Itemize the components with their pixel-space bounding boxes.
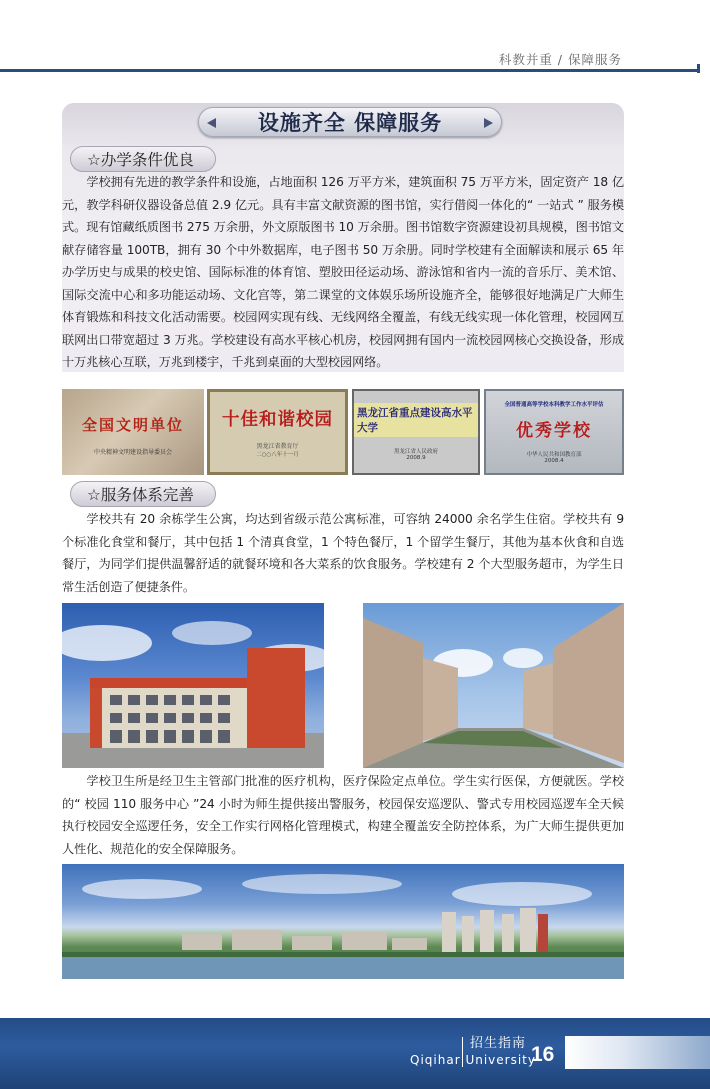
certificate-plaque <box>352 389 480 475</box>
services-paragraph: 学校共有 20 余栋学生公寓，均达到省级示范公寓标准，可容纳 24000 余名学生住宿。学校共有 9 个标准化食堂和餐厅，其中包括 1 个清真食堂，1 个特色餐厅，1 个留学生餐厅，其他为基本伙食和自选餐厅，为同学们提供温馨舒适的就餐环境和各大菜系的饮食服务。学校建有 2 个大型服务超市，为学生日常生活创造了便捷条件。 <box>62 512 624 594</box>
certificate-gallery <box>62 389 624 475</box>
certificate-date: 2008.9 <box>406 455 426 461</box>
footer-university-name: Qiqihar University <box>410 1053 536 1067</box>
certificate-plaque <box>207 389 348 475</box>
header-divider-tick <box>697 64 700 73</box>
section-heading-facilities: ☆办学条件优良 <box>70 146 216 172</box>
campus-panorama-photo <box>62 864 624 979</box>
footer-accent-panel <box>565 1036 710 1069</box>
certificate-issuer: 黑龙江省教育厅 <box>256 443 299 450</box>
header-divider <box>0 69 697 72</box>
certificate-title: 黑龙江省重点建设高水平大学 <box>354 403 478 437</box>
facilities-paragraph: 学校拥有先进的教学条件和设施，占地面积 126 万平方米，建筑面积 75 万平方米，固定资产 18 亿元，教学科研仪器设备总值 2.9 亿元。具有丰富文献资源的图书馆，实行借阅一体化的“ 一站式 ” 服务模式。现有馆藏纸质图书 275 万余册，外文原版图书 10 万余册。图书馆数字资源建设初具规模，图书馆文献存储容量 100TB，拥有 30 个中外数据库，电子图书 50 万余册。同时学校建有全面解读和展示 65 年办学历史与成果的校史馆、国际标准的体育馆、塑胶田径运动场、游泳馆和省内一流的音乐厅、美术馆、国际交流中心和多功能运动场、文化宫等，第二课堂的文体娱乐场所设施齐全，能够很好地满足广大师生体育锻炼和科技文化活动需要。校园网实现有线、无线网络全覆盖，有线无线实现一体化管理，校园网互联网出口带宽超过 3 万兆。学校建设有高水平核心机房，校园网拥有国内一流校园网核心交换设备，形成十万兆核心互联，万兆到楼宇，千兆到桌面的大型校园网络。 <box>62 175 624 369</box>
left-arrow-icon <box>207 118 216 128</box>
page-number: 16 <box>531 1043 555 1066</box>
security-paragraph: 学校卫生所是经卫生主管部门批准的医疗机构，医疗保险定点单位。学生实行医保，方便就医。学校的“ 校园 110 服务中心 ”24 小时为师生提供接出警服务，校园保安巡逻队、警式专用校园巡逻车全天候执行校园安全巡逻任务，安全工作实行网格化管理模式，构建全覆盖安全防控体系，为广大师生提供更加人性化、规范化的安全保障服务。 <box>62 774 624 856</box>
certificate-title: 十佳和谐校园 <box>222 410 333 430</box>
header-section-label: 科教并重 / 保障服务 <box>498 52 622 67</box>
page-title: 设施齐全 保障服务 <box>257 111 443 135</box>
right-arrow-icon <box>484 118 493 128</box>
section-heading-services: ☆服务体系完善 <box>70 481 216 507</box>
certificate-title: 优秀学校 <box>516 421 592 441</box>
certificate-issuer: 黑龙江省人民政府 <box>393 449 438 455</box>
certificate-issuer: 中央精神文明建设指导委员会 <box>93 449 172 456</box>
footer-title: 招生指南 <box>470 1036 527 1051</box>
building-photo <box>62 603 324 768</box>
page-title-banner <box>198 107 502 137</box>
certificate-plaque <box>484 389 624 475</box>
certificate-title: 全国文明单位 <box>81 416 184 434</box>
certificate-issuer: 中华人民共和国教育部 <box>526 452 582 458</box>
certificate-date: 二○○八年十一月 <box>256 452 299 458</box>
certificate-date: 2008.4 <box>544 458 564 464</box>
certificate-plaque <box>62 389 204 475</box>
dormitory-photo <box>363 603 624 768</box>
certificate-heading: 全国普通高等学校本科教学工作水平评估 <box>504 402 604 408</box>
